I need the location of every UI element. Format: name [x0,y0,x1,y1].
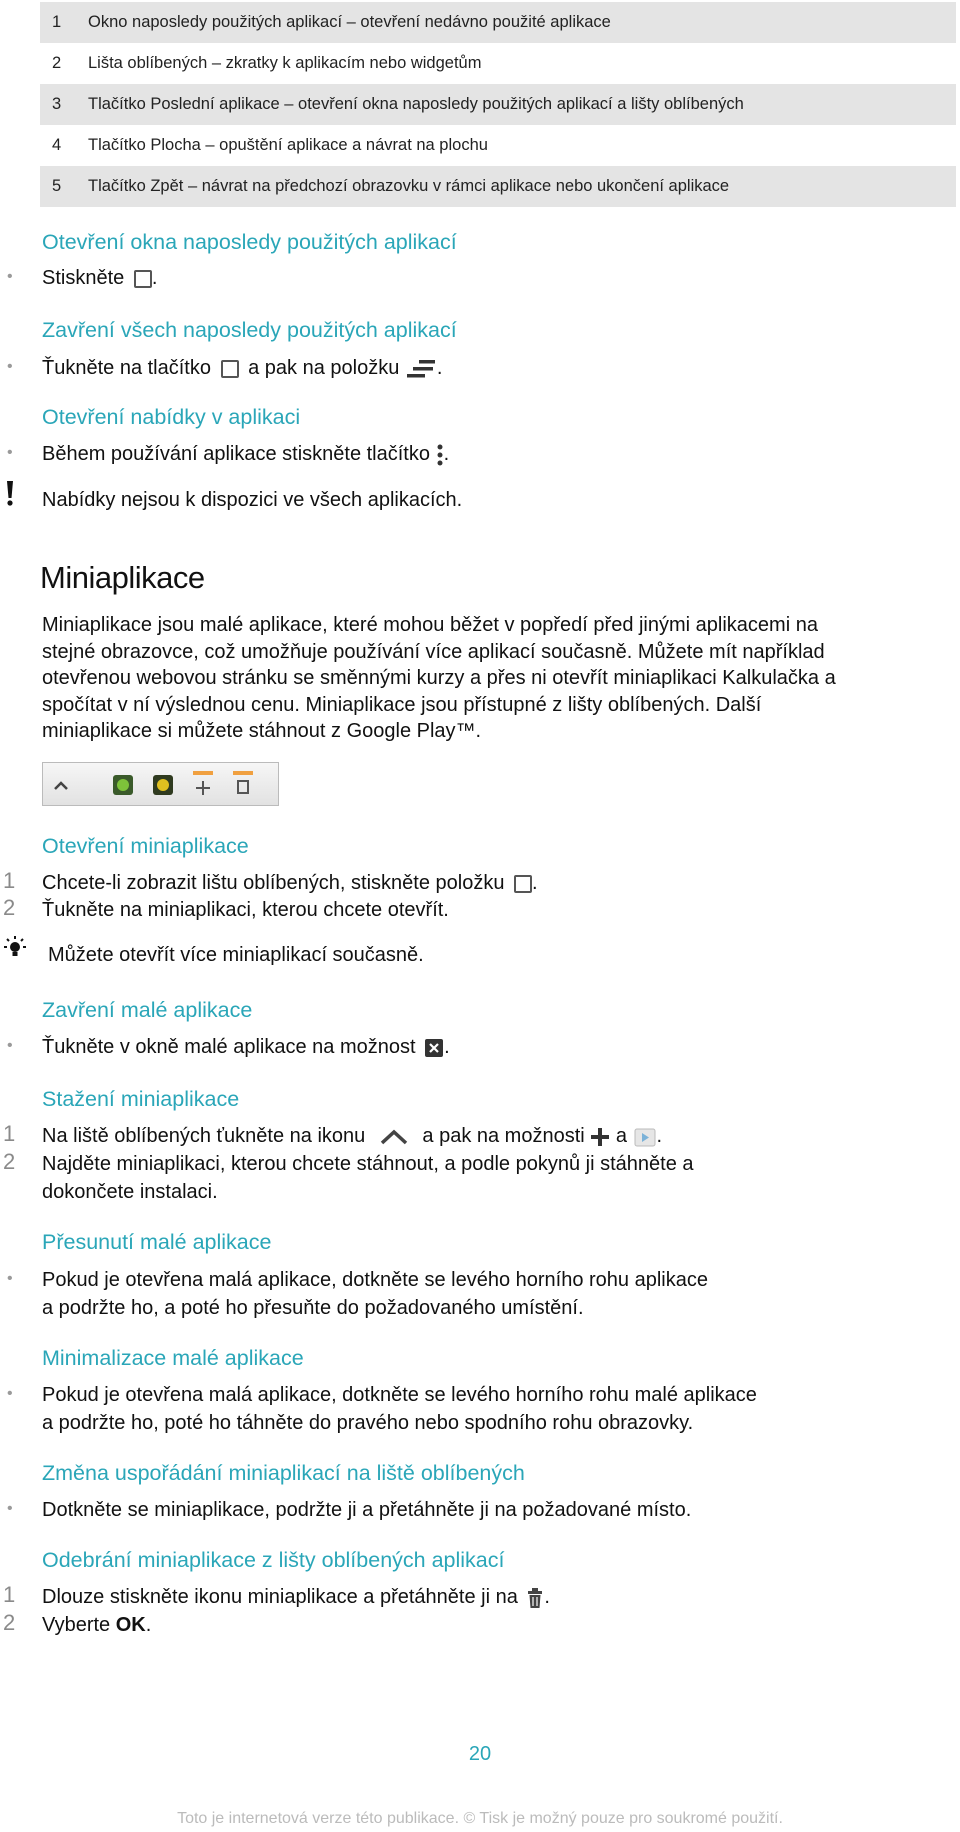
menu-dots-icon [436,443,444,467]
step-number: 2 [3,1149,16,1174]
paragraph-line: otevřenou webovou stránku se směnnými kurzy a přes ni otevřít miniaplikaci Kalkulačka a [42,667,836,689]
legend-row [40,84,956,125]
page-number: 20 [468,1743,492,1765]
instruction-line: a podržte ho, poté ho táhněte do pravého nebo spodního rohu obrazovky. [42,1412,694,1434]
legend-table [40,2,956,207]
trash-icon [526,1587,544,1609]
favorites-bar-graphic [43,763,280,807]
legend-number: 5 [52,177,62,195]
google-play-store-icon [633,1126,657,1148]
bullet: • [7,444,13,461]
legend-text: Tlačítko Plocha – opuštění aplikace a návrat na plochu [88,136,488,154]
section-heading: Zavření všech naposledy použitých aplikací [42,318,457,342]
instruction-line: Dotkněte se miniaplikace, podržte ji a přetáhněte ji na požadované místo. [42,1499,692,1521]
step-number: 1 [3,1121,16,1146]
instruction-line: Pokud je otevřena malá aplikace, dotkněte se levého horního rohu aplikace [42,1269,708,1291]
add-icon [196,781,210,795]
instruction-line: a podržte ho, a poté ho přesuňte do požadovaného umístění. [42,1297,584,1319]
footer-note: Toto je internetová verze této publikace. © Tisk je možný pouze pro soukromé použití. [177,1810,783,1827]
note-text: Nabídky nejsou k dispozici ve všech aplikacích. [42,489,463,511]
text: . [656,1125,663,1147]
page-section-title: Miniaplikace [40,560,205,595]
text: Během používání aplikace stiskněte tlačítko [42,443,430,465]
paragraph-line: Miniaplikace jsou malé aplikace, které mohou běžet v popředí před jinými aplikacemi na [42,614,818,636]
add-icon-bar [193,771,213,775]
section-heading: Zavření malé aplikace [42,998,253,1022]
chevron-up-icon [55,783,67,789]
section-heading: Minimalizace malé aplikace [42,1346,304,1370]
text: . [145,1614,152,1636]
text: a pak na možnosti [422,1125,585,1147]
section-heading: Přesunutí malé aplikace [42,1230,272,1254]
text: . [151,267,158,289]
instruction-line [42,354,442,382]
intro-paragraph [42,612,950,745]
legend-row [40,125,956,166]
legend-row [40,43,956,84]
step-number: 2 [3,1610,16,1635]
chevron-up-icon [379,1127,409,1147]
clear-all-icon [405,358,437,380]
legend-number: 2 [52,54,62,72]
instruction-line: Pokud je otevřena malá aplikace, dotkněte se levého horního rohu malé aplikace [42,1384,757,1406]
bullet: • [7,1037,13,1054]
ok-label: OK [115,1614,146,1636]
recent-apps-icon [514,875,532,893]
text: a [615,1125,627,1147]
tip-text: Můžete otevřít více miniaplikací současně. [48,944,424,966]
paragraph-line: miniaplikace si můžete stáhnout z Google Play™. [42,720,482,742]
instruction-line [42,869,538,897]
section-heading: Změna uspořádání miniaplikací na liště oblíbených [42,1461,525,1485]
text: . [436,357,443,379]
text: . [443,443,450,465]
instruction-line [42,264,157,292]
text: Vyberte [42,1614,111,1636]
instruction-line [42,440,449,468]
text: a pak na položku [248,357,400,379]
legend-number: 1 [52,13,62,31]
legend-text: Tlačítko Poslední aplikace – otevření okna naposledy použitých aplikací a lišty oblíbených [88,95,744,113]
paragraph-line: stejné obrazovce, což umožňuje používání více aplikací současně. Můžete mít například [42,640,825,663]
bullet: • [7,1500,13,1517]
text: Dlouze stiskněte ikonu miniaplikace a přetáhněte ji na [42,1586,518,1608]
download-icon-bar [233,771,253,775]
section-heading: Odebrání miniaplikace z lišty oblíbených aplikací [42,1548,505,1572]
step-number: 1 [3,868,16,893]
step-number: 1 [3,1582,16,1607]
text: Stiskněte [42,267,125,289]
text: Ťukněte v okně malé aplikace na možnost [42,1036,416,1058]
section-heading: Otevření okna naposledy použitých aplikací [42,230,457,254]
text: . [544,1586,550,1608]
section-heading: Stažení miniaplikace [42,1087,240,1111]
legend-row [40,2,956,43]
text: Na liště oblíbených ťukněte na ikonu [42,1125,366,1147]
instruction-line [42,1583,550,1611]
paragraph-line: spočítat v ní výslednou cenu. Miniaplikace jsou přístupné z lišty oblíbených. Další [42,693,762,716]
favorites-bar-illustration [42,762,279,806]
legend-text: Tlačítko Zpět – návrat na předchozí obrazovku v rámci aplikace nebo ukončení aplikace [88,177,730,195]
download-icon [238,781,248,793]
lightbulb-icon [2,935,28,961]
widget-icon-inner [117,779,129,791]
section-heading: Otevření nabídky v aplikaci [42,405,301,429]
bullet: • [7,268,13,285]
widget-icon-inner [157,779,169,791]
text: Chcete-li zobrazit lištu oblíbených, stiskněte položku [42,872,505,894]
bullet: • [7,358,13,375]
legend-text: Lišta oblíbených – zkratky k aplikacím nebo widgetům [88,54,482,72]
instruction-line [42,1122,662,1150]
recent-apps-icon [134,270,152,288]
close-icon [424,1038,444,1058]
text: Ťukněte na tlačítko [42,357,211,379]
instruction-line: dokončete instalaci. [42,1181,218,1203]
legend-text: Okno naposledy použitých aplikací – otevření nedávno použité aplikace [88,13,611,31]
section-heading: Otevření miniaplikace [42,834,249,858]
recent-apps-icon [221,360,239,378]
plus-icon [590,1127,610,1147]
bullet: • [7,1270,13,1287]
legend-row [40,166,956,207]
exclamation-icon [5,481,15,507]
text: . [444,1036,450,1058]
instruction-line: Najděte miniaplikaci, kterou chcete stáhnout, a podle pokynů ji stáhněte a [42,1153,694,1175]
instruction-line [42,1033,450,1061]
text: . [532,872,538,894]
legend-number: 4 [52,136,62,154]
step-number: 2 [3,895,16,920]
instruction-line: Ťukněte na miniaplikaci, kterou chcete otevřít. [42,899,449,921]
instruction-line [42,1611,151,1639]
bullet: • [7,1385,13,1402]
legend-number: 3 [52,95,62,113]
